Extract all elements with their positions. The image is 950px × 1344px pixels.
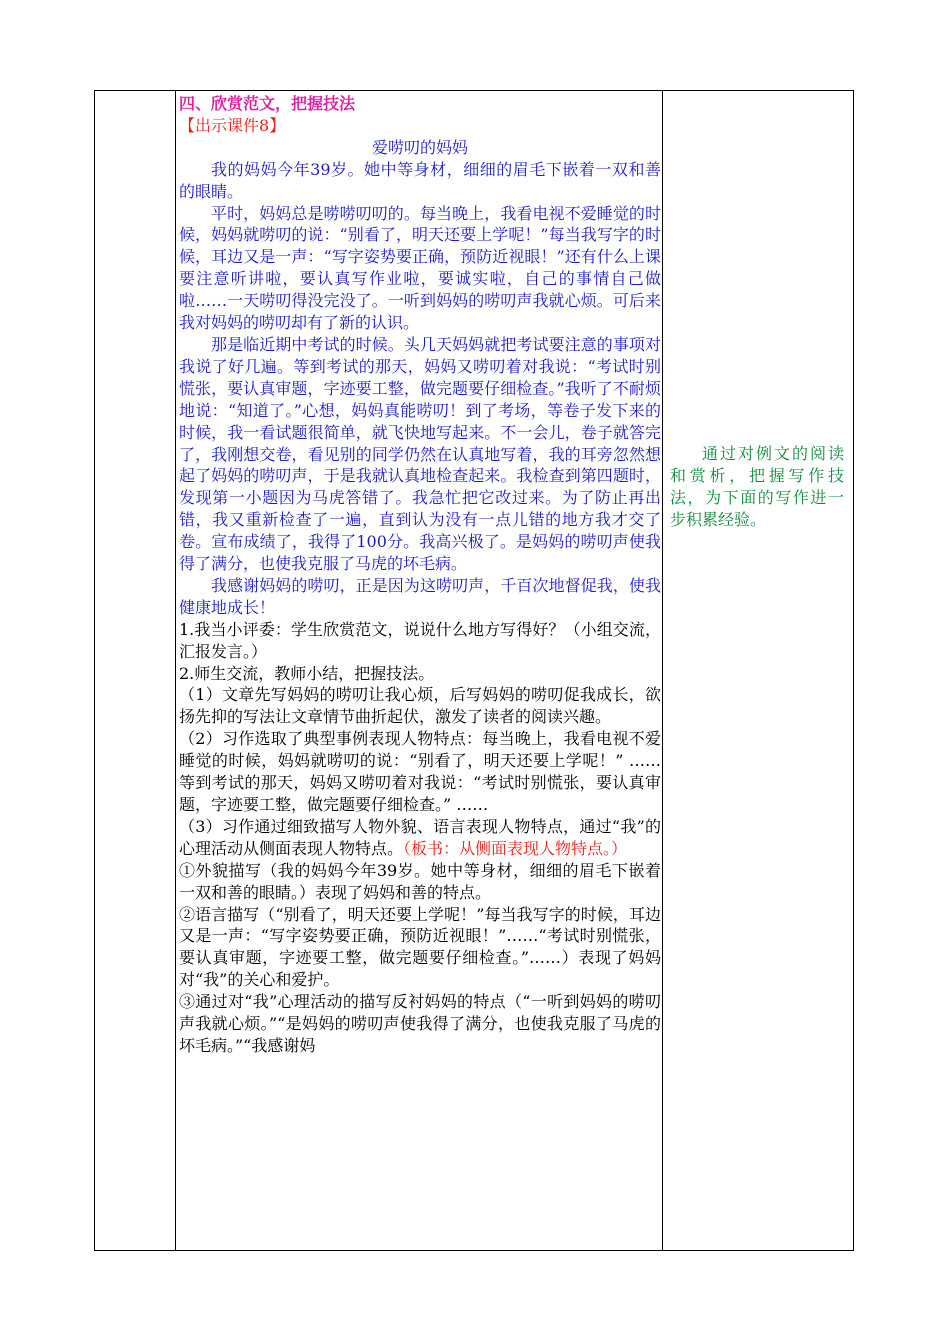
essay-paragraph: 我感谢妈妈的唠叨，正是因为这唠叨声，千百次地督促我，使我健康地成长！: [179, 575, 661, 617]
courseware-label: 【出示课件8】: [179, 115, 286, 135]
design-intent-text: 通过对例文的阅读和赏析，把握写作技法，为下面的写作进一步积累经验。: [670, 444, 844, 529]
lesson-table: [94, 90, 854, 1251]
board-note: （板书：从侧面表现人物特点。）: [403, 838, 628, 858]
analysis-point: （2）习作选取了典型事例表现人物特点：每当晚上，我看电视不爱睡觉的时候，妈妈就唠叨的说：“别看了，明天还要上学呢！” ……等到考试的那天，妈妈又唠叨着对我说：“考试时别慌张，要认真审题，字迹要工整，做完题要仔细检查。” ……: [179, 729, 661, 814]
column-divider: [175, 91, 176, 1250]
analysis-point: （1）文章先写妈妈的唠叨让我心烦，后写妈妈的唠叨促我成长，欲扬先抑的写法让文章情节曲折起伏，激发了读者的阅读兴趣。: [179, 685, 661, 727]
essay-title: 爱唠叨的妈妈: [371, 137, 468, 157]
essay-paragraph: 平时，妈妈总是唠唠叨叨的。每当晚上，我看电视不爱睡觉的时候，妈妈就唠叨的说：“别看了，明天还要上学呢！”每当我写字的时候，耳边又是一声：“写字姿势要正确，预防近视眼！”还有什么上课要注意听讲啦，要认真写作业啦，要诚实啦，自己的事情自己做啦……一天唠叨得没完没了。一听到妈妈的唠叨声我就心烦。可后来我对妈妈的唠叨却有了新的认识。: [179, 203, 661, 333]
section-heading: 四、欣赏范文，把握技法: [179, 94, 356, 113]
essay-paragraph: 我的妈妈今年39岁。她中等身材，细细的眉毛下嵌着一双和善的眼睛。: [179, 159, 661, 201]
detail-item: ①外貌描写（我的妈妈今年39岁。她中等身材，细细的眉毛下嵌着一双和善的眼睛。）表现了妈妈和善的特点。: [179, 860, 661, 902]
detail-item: ②语言描写（“别看了，明天还要上学呢！”每当我写字的时候，耳边又是一声：“写字姿势要正确，预防近视眼！”……“考试时别慌张，要认真审题，字迹要工整，做完题要仔细检查。”……）表现了妈妈对“我”的关心和爱护。: [179, 904, 661, 990]
essay-paragraph: 那是临近期中考试的时候。头几天妈妈就把考试要注意的事项对我说了好几遍。等到考试的那天，妈妈又唠叨着对我说：“考试时别慌张，要认真审题，字迹要工整，做完题要仔细检查。”我听了不耐烦地说：“知道了。”心想，妈妈真能唠叨！到了考场，等卷子发下来的时候，我一看试题很简单，就飞快地写起来。不一会儿，卷子就答完了，我刚想交卷，看见别的同学仍然在认真地写着，我的耳旁忽然想起了妈妈的唠叨声，于是我就认真地检查起来。我检查到第四题时，发现第一小题因为马虎答错了。我急忙把它改过来。为了防止再出错，我又重新检查了一遍，直到认为没有一点儿错的地方我才交了卷。宣布成绩了，我得了100分。我高兴极了。是妈妈的唠叨声使我得了满分，也使我克服了马虎的坏毛病。: [179, 334, 661, 574]
step-item: 2.师生交流，教师小结，把握技法。: [179, 663, 435, 683]
step-item: 1.我当小评委：学生欣赏范文，说说什么地方写得好？（小组交流，汇报发言。）: [179, 619, 661, 661]
detail-item: ③通过对“我”心理活动的描写反衬妈妈的特点（“一听到妈妈的唠叨声我就心烦。”“是妈妈的唠叨声使我得了满分，也使我克服了马虎的坏毛病。”“我感谢妈: [179, 992, 661, 1055]
design-intent-cell: [670, 443, 844, 531]
column-divider: [662, 91, 663, 1250]
teaching-content-cell: [179, 93, 661, 1057]
analysis-point: （3）习作通过细致描写人物外貌、语言表现人物特点，通过“我”的心理活动从侧面表现人物特点。（板书：从侧面表现人物特点。）: [179, 816, 661, 858]
